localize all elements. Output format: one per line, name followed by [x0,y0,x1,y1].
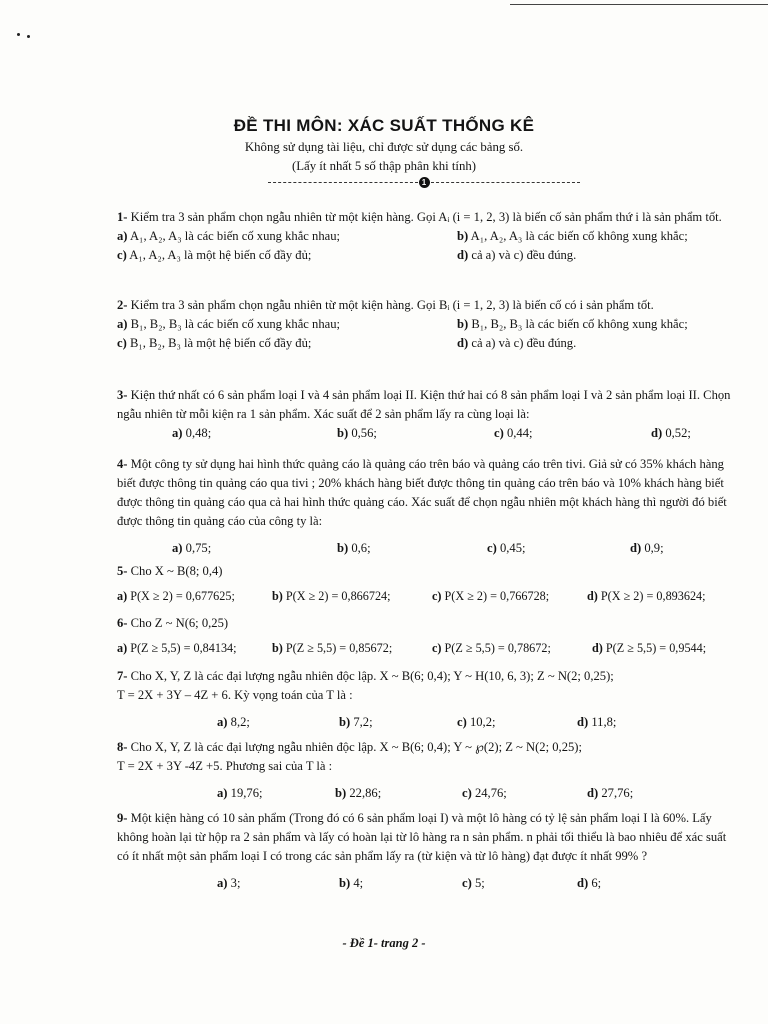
option-a [117,639,272,658]
option-c [457,713,577,732]
options [117,539,733,558]
option-b [339,713,457,732]
option-letter: c) [487,541,497,555]
option-letter: a) [172,426,183,440]
question-6 [117,614,733,658]
option-text: P(X ≥ 2) = 0,893624; [597,589,706,603]
scan-edge-line [510,4,768,5]
question-stem [117,386,733,424]
option-a [217,713,339,732]
question-text: Kiểm tra 3 sản phẩm chọn ngẫu nhiên từ một kiện hàng. Gọi Bᵢ (i = 1, 2, 3) là biến cố có i sản phẩm tốt. [127,298,654,312]
question-number: 7- [117,669,128,683]
exam-title: ĐỀ THI MÔN: XÁC SUẤT THỐNG KÊ [233,116,535,135]
question-stem [117,809,733,866]
option-d [587,784,687,803]
scan-speck [17,33,20,36]
option-text: 27,76; [598,786,634,800]
option-text: 0,75; [182,541,212,555]
option-letter: d) [457,336,469,350]
option-letter: c) [462,786,472,800]
option-text: P(Z ≥ 5,5) = 0,85672; [282,641,393,655]
option-a [217,784,335,803]
option-text: 7,2; [350,715,373,729]
question-text: Cho X, Y, Z là các đại lượng ngẫu nhiên độc lập. X ~ B(6; 0,4); Y ~ ℘(2); Z ~ N(2; 0,25); [127,740,582,754]
option-letter: d) [630,541,642,555]
question-stem [117,614,733,633]
option-b [457,315,733,334]
question-number: 4- [117,457,128,471]
option-text: 0,52; [662,426,691,440]
option-text: 19,76; [227,786,263,800]
option-letter: d) [651,426,663,440]
option-c [494,424,651,443]
option-text: 5; [471,876,485,890]
options [117,315,733,353]
question-number: 8- [117,740,128,754]
option-letter: c) [117,248,127,262]
option-text: 8,2; [227,715,250,729]
option-b [337,424,494,443]
question-stem [117,562,733,581]
option-letter: a) [117,641,128,655]
option-letter: c) [462,876,472,890]
exam-precision-note: (Lấy ít nhất 5 số thập phân khi tính) [291,159,477,173]
question-number: 3- [117,388,128,402]
option-c [117,334,457,353]
option-d [651,424,751,443]
options [117,784,733,803]
option-text: P(X ≥ 2) = 0,866724; [282,589,391,603]
option-letter: d) [587,589,598,603]
option-text: 22,86; [346,786,382,800]
question-stem-line-2: T = 2X + 3Y – 4Z + 6. Kỳ vọng toán của T là : [117,688,353,702]
option-letter: b) [457,317,469,331]
question-stem-line-2: T = 2X + 3Y -4Z +5. Phương sai của T là : [117,759,333,773]
question-stem [117,738,733,757]
option-text: B₁, B₂, B₃ là các biến cố không xung khắc; [468,317,688,331]
scan-speck [27,35,30,38]
question-3 [117,386,733,443]
options [117,639,733,658]
option-letter: c) [117,336,127,350]
option-a [117,587,272,606]
question-number: 2- [117,298,128,312]
question-8 [117,738,733,803]
option-letter: d) [587,786,599,800]
option-text: 3; [227,876,241,890]
option-letter: d) [577,876,589,890]
question-4 [117,455,733,558]
option-letter: a) [117,589,128,603]
option-text: 0,48; [182,426,212,440]
option-letter: a) [217,786,228,800]
option-letter: d) [577,715,589,729]
question-text: Cho X, Y, Z là các đại lượng ngẫu nhiên độc lập. X ~ B(6; 0,4); Y ~ H(10, 6, 3); Z ~ N(2; 0,25); [127,669,614,683]
option-text: B₁, B₂, B₃ là các biến cố xung khắc nhau; [127,317,341,331]
option-text: B₁, B₂, B₃ là một hệ biến cố đầy đủ; [126,336,312,350]
option-a [172,424,337,443]
option-a [172,539,337,558]
option-c [432,587,587,606]
option-text: A₁, A₂, A₃ là các biến cố xung khắc nhau; [127,229,341,243]
exam-rule: Không sử dụng tài liệu, chỉ được sử dụng các bảng số. [244,140,524,154]
option-b [272,587,432,606]
question-7 [117,667,733,732]
option-c [117,246,457,265]
option-d [457,246,733,265]
option-letter: b) [337,426,349,440]
option-b [457,227,733,246]
option-d [577,874,677,893]
question-text: Kiểm tra 3 sản phẩm chọn ngẫu nhiên từ một kiện hàng. Gọi Aᵢ (i = 1, 2, 3) là biến cố sản phẩm thứ i là sản phẩm tốt. [127,210,722,224]
option-d [592,639,733,658]
question-text: Cho X ~ B(8; 0,4) [127,564,223,578]
option-letter: b) [335,786,347,800]
option-c [487,539,630,558]
exam-marker: 1 [419,177,430,188]
option-text: 0,6; [348,541,371,555]
option-letter: c) [432,589,442,603]
option-letter: b) [272,589,283,603]
option-text: P(Z ≥ 5,5) = 0,78672; [441,641,551,655]
question-9 [117,809,733,893]
option-text: 0,45; [496,541,526,555]
option-text: 0,44; [503,426,533,440]
page-footer: - Đề 1- trang 2 - [342,936,426,950]
options [117,227,733,265]
options [117,587,733,606]
question-number: 6- [117,616,128,630]
option-text: 24,76; [471,786,507,800]
option-text: P(X ≥ 2) = 0,677625; [127,589,235,603]
option-text: P(Z ≥ 5,5) = 0,84134; [127,641,237,655]
option-letter: a) [172,541,183,555]
question-text: Kiện thứ nhất có 6 sản phẩm loại I và 4 sản phẩm loại II. Kiện thứ hai có 8 sản phẩm loại I và 2 sản phẩm loại II. Chọn ngẫu nhiên từ mỗi kiện ra 1 sản phẩm. Xác suất để 2 sản phẩm lấy ra cùng loại là: [117,388,731,421]
option-letter: a) [117,317,128,331]
option-letter: b) [457,229,469,243]
option-text: cả a) và c) đều đúng. [468,248,577,262]
option-d [577,713,677,732]
option-letter: a) [217,715,228,729]
option-text: A₁, A₂, A₃ là một hệ biến cố đầy đủ; [126,248,312,262]
option-text: 0,9; [641,541,664,555]
option-letter: b) [339,876,351,890]
question-number: 9- [117,811,128,825]
options [117,424,733,443]
option-letter: b) [339,715,351,729]
option-text: 0,56; [348,426,377,440]
question-number: 1- [117,210,128,224]
option-d [457,334,733,353]
question-2 [117,296,733,353]
options [117,874,733,893]
option-letter: c) [457,715,467,729]
option-letter: a) [117,229,128,243]
question-text: Cho Z ~ N(6; 0,25) [127,616,229,630]
option-b [272,639,432,658]
option-letter: d) [592,641,603,655]
option-text: P(X ≥ 2) = 0,766728; [441,589,550,603]
option-b [337,539,487,558]
option-text: 4; [350,876,364,890]
option-b [335,784,462,803]
option-letter: c) [494,426,504,440]
option-text: 10,2; [466,715,496,729]
question-stem [117,455,733,531]
option-a [217,874,339,893]
question-stem [117,208,733,227]
question-stem [117,667,733,686]
option-c [432,639,592,658]
option-c [462,784,587,803]
option-a [117,315,457,334]
question-text: Một công ty sử dụng hai hình thức quảng cáo là quảng cáo trên báo và quảng cáo trên tivi. Giả sử có 35% khách hàng biết được thông tin quảng cáo qua tivi ; 20% khách hàng biết được thông tin quảng cáo trên báo và 10% khách hàng biết được thông tin quảng cáo qua cả hai hình thức quảng cáo. Xác suất để chọn ngẫu nhiên một khách hàng thì người đó biết được thông tin quảng cáo của công ty là: [117,457,727,528]
option-d [630,539,730,558]
option-text: 11,8; [588,715,617,729]
option-letter: a) [217,876,228,890]
question-5 [117,562,733,606]
option-letter: d) [457,248,469,262]
option-text: 6; [588,876,602,890]
option-letter: b) [272,641,283,655]
options [117,713,733,732]
option-letter: b) [337,541,349,555]
option-text: P(Z ≥ 5,5) = 0,9544; [602,641,707,655]
option-letter: c) [432,641,442,655]
option-b [339,874,462,893]
option-d [587,587,733,606]
question-stem [117,296,733,315]
option-c [462,874,577,893]
option-text: cả a) và c) đều đúng. [468,336,577,350]
option-text: A₁, A₂, A₃ là các biến cố không xung khắc; [468,229,688,243]
option-a [117,227,457,246]
question-text: Một kiện hàng có 10 sản phẩm (Trong đó có 6 sản phẩm loại I) và một lô hàng có tỷ lệ sản phẩm loại I là 60%. Lấy không hoàn lại từ hộp ra 2 sản phẩm và lấy có hoàn lại từ lô hàng ra n sản phẩm. n phải tối thiểu là bao nhiêu để xác suất có ít nhất một sản phẩm loại I có trong các sản phẩm lấy ra (từ kiện và từ lô hàng) đạt được ít nhất 99% ? [117,811,727,863]
header-divider [268,176,580,188]
question-1 [117,208,733,265]
question-number: 5- [117,564,128,578]
